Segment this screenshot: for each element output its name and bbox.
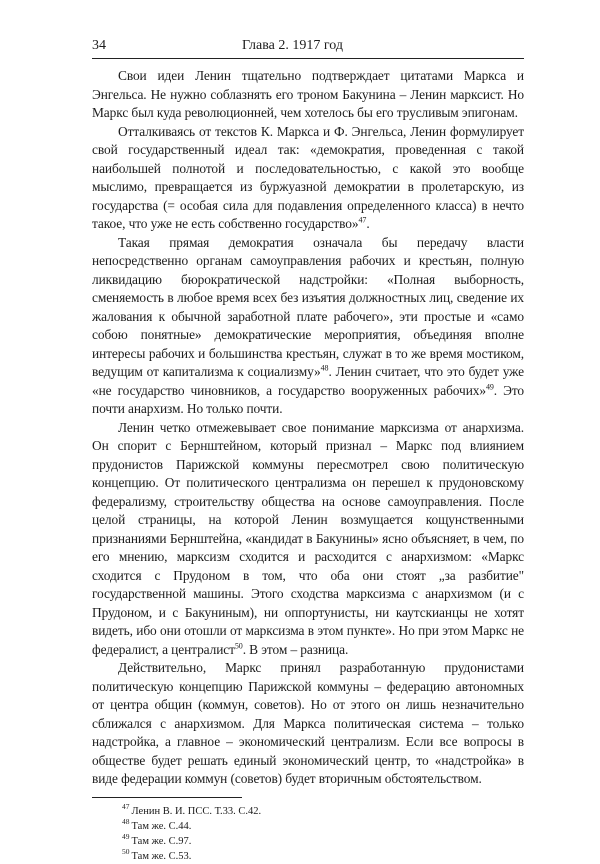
footnote-item [92, 849, 524, 864]
paragraph-text: . Это почти анархизм. Но только почти. [92, 382, 524, 416]
paragraph-text: Свои идеи Ленин тщательно подтверждает цитатами Маркса и Энгельса. Не нужно соблазнять его троном Бакунина – Ленин марксист. Но Маркс был куда революционней, чем хотелось бы его трусливым эпигонам. [92, 68, 524, 120]
footnote-number: 47 [122, 802, 130, 811]
footnote-item [92, 819, 524, 834]
body-paragraph [92, 234, 524, 419]
body-paragraph [92, 659, 524, 789]
paragraph-text: Ленин четко отмежевывает свое понимание марксизма от анархизма. Он спорит с Бернштейном, который признал – Маркс под влиянием прудонистов Парижской коммуны пересмотрел свою политическую концепцию. От политического централизма он перешел к прудоновскому федерализму, строительству общества на основе самоуправления. После целой страницы, на которой Ленин возмущается кощунственными признаниями Бернштейна, «кандидат в Бакунины» ясно объясняет, в чем, по его мнению, марксизм сходится и расходится с анархизмом: «Маркс сходится с Прудоном в том, что оба они стоят „за разбитие" государственной машины. Этого сходства марксизма с анархизмом (и с Прудоном, и с Бакуниным), ни оппортунисты, ни каутскианцы не хотят видеть, ибо они отошли от марксизма в этом пункте». Но при этом Маркс не федералист, а централист [92, 419, 524, 657]
footnote-text: Там же. С.97. [131, 835, 192, 847]
body-paragraph [92, 123, 524, 234]
body-paragraph [92, 67, 524, 123]
footnote-number: 50 [122, 847, 130, 856]
running-head: Глава 2. 1917 год [242, 38, 343, 53]
footnote-text: Там же. С.53. [131, 850, 192, 862]
footnote-item [92, 834, 524, 849]
body-paragraph [92, 419, 524, 660]
footnote-reference[interactable]: 50 [234, 641, 243, 651]
paragraph-text: . В этом – разница. [242, 641, 349, 657]
footnote-item [92, 804, 524, 819]
footnote-text: Ленин В. И. ПСС. Т.33. С.42. [131, 805, 262, 817]
paragraph-text: . Ленин считает, что это будет уже «не государство чиновников, а государство вооруженных рабочих» [92, 364, 524, 398]
footnote-reference[interactable]: 49 [485, 382, 494, 392]
page-number: 34 [92, 38, 106, 53]
footnote-separator [92, 797, 242, 798]
paragraph-text: Отталкиваясь от текстов К. Маркса и Ф. Энгельса, Ленин формулирует свой государственный идеал так: «демократия, проведенная с такой наибольшей полнотой и последовательностью, с какой это вообще мыслимо, превращается из буржуазной демократии в пролетарскую, из государства (= особая сила для подавления определенного класса) в нечто такое, что уже не есть собственно государство» [92, 123, 524, 231]
footnote-number: 49 [122, 832, 130, 841]
footnotes [92, 804, 524, 864]
page-header [92, 38, 524, 59]
footnote-number: 48 [122, 817, 130, 826]
footnote-reference[interactable]: 48 [320, 363, 329, 373]
footnote-text: Там же. С.44. [131, 820, 192, 832]
paragraph-text: Такая прямая демократия означала бы передачу власти непосредственно органам самоуправления рабочих и крестьян, полную ликвидацию бюрократической надстройки: «Полная выборность, сменяемость в любое время всех без изъятия должностных лиц, сведение их жалования к обычной заработной плате рабочего», эти простые и «само собою понятные» демократические мероприятия, объединяя вполне интересы рабочих и большинства крестьян, служат в то же время мостиком, ведущим от капитализма к социализму» [92, 234, 524, 379]
footnote-reference[interactable]: 47 [358, 215, 367, 225]
main-text [92, 67, 524, 789]
paragraph-text: Действительно, Маркс принял разработанную прудонистами политическую концепцию Парижской коммуны – федерацию автономных от центра общин (коммун, советов). Но от этого он лишь незначительно сближался с анархизмом. Для Маркса политическая система – только надстройка, а главное – экономический централизм. Если все вопросы в обществе будет решать единый экономический центр, то «надстройка» в виде федерации коммун (советов) будет вторичным обстоятельством. [92, 660, 524, 786]
paragraph-text: . [366, 216, 370, 231]
